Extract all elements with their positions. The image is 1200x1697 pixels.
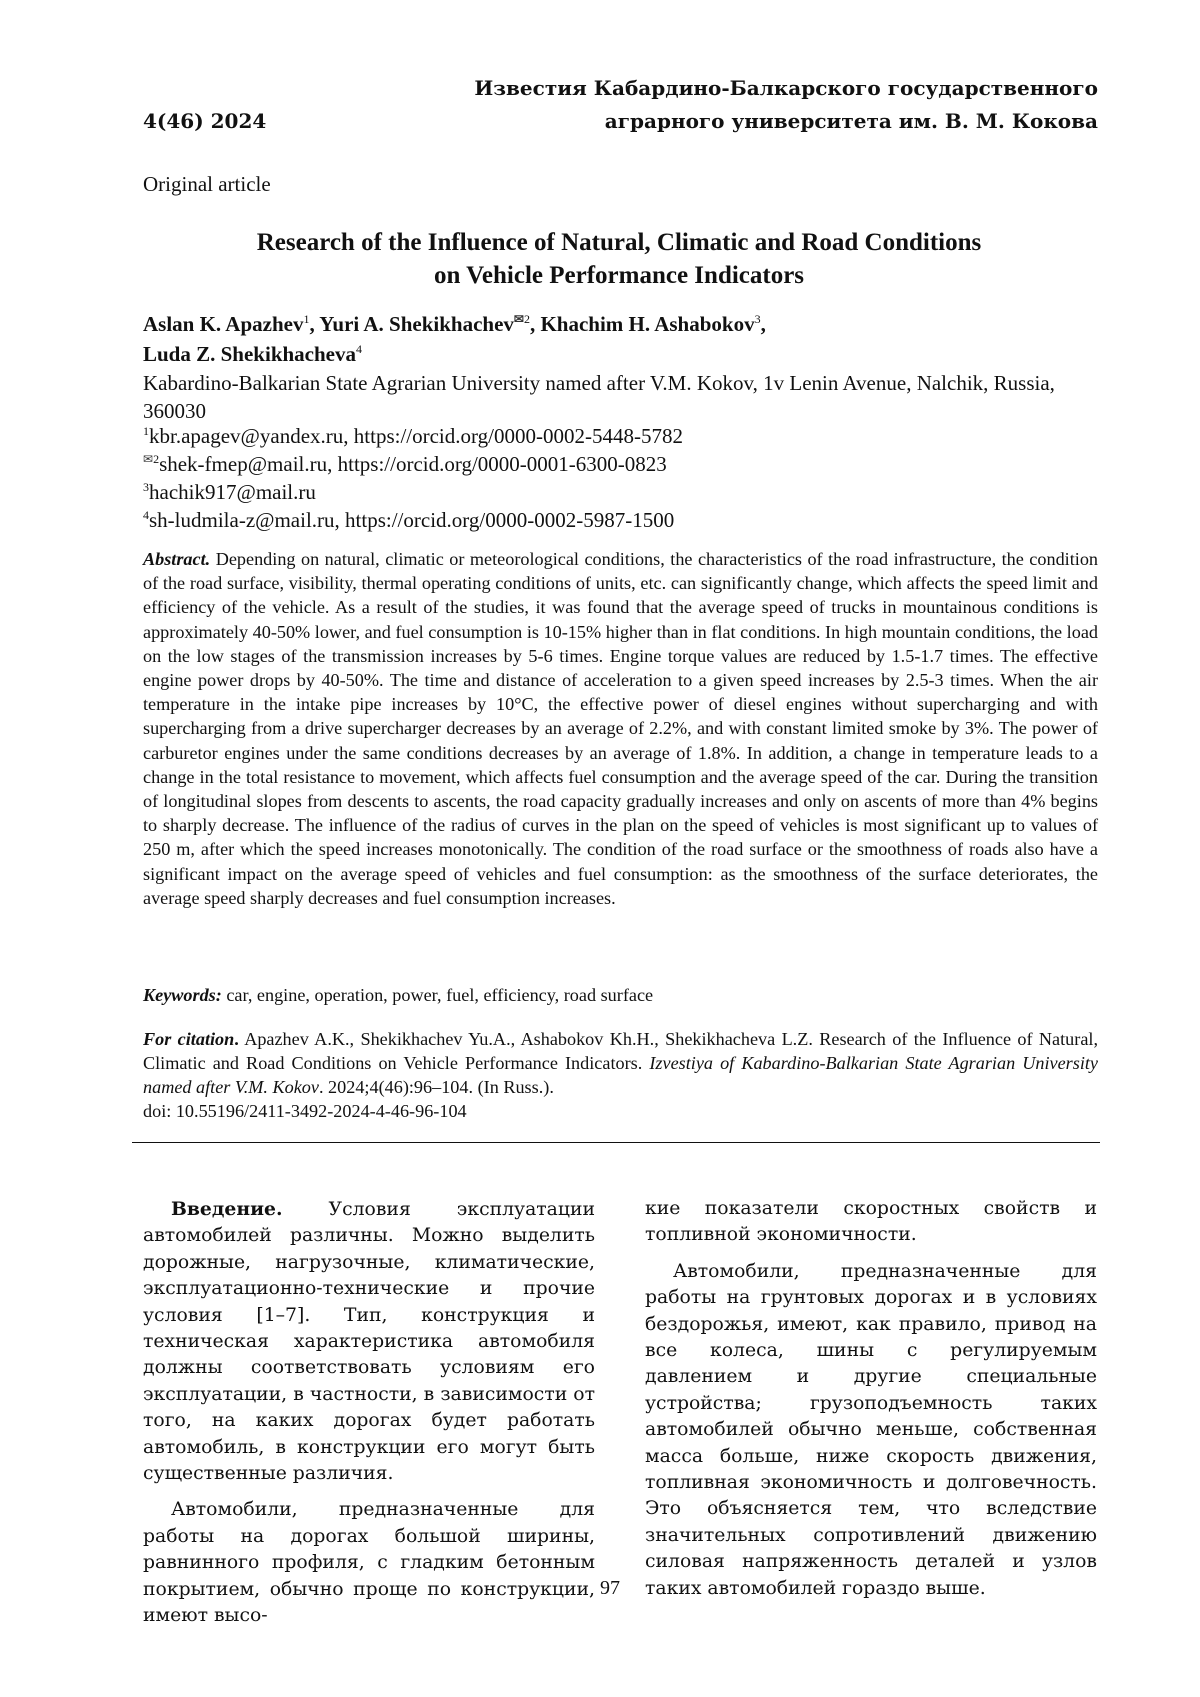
- author-contacts: [143, 422, 683, 534]
- contact-text[interactable]: kbr.apagev@yandex.ru, https://orcid.org/0000-0002-5448-5782: [149, 424, 683, 448]
- affiliation: Kabardino-Balkarian State Agrarian University named after V.M. Kokov, 1v Lenin Avenue, Nalchik, Russia, 360030: [143, 371, 1055, 423]
- citation-details: . 2024;4(46):96–104. (In Russ.).: [318, 1077, 554, 1097]
- body-paragraph-continued: кие показатели скоростных свойств и топливной экономичности.: [645, 1198, 1097, 1246]
- page-number: 97: [600, 1577, 620, 1599]
- abstract: [143, 547, 1098, 910]
- intro-paragraph: [143, 1196, 595, 1487]
- author-separator: ,: [529, 312, 541, 336]
- contact-text[interactable]: sh-ludmila-z@mail.ru, https://orcid.org/0000-0002-5987-1500: [149, 508, 675, 532]
- body-paragraph: Автомобили, предназначенные для работы на грунтовых дорогах и в условиях бездорожья, имеют, как правило, привод на все колеса, шины с регулируемым давлением и другие специальные устройства; грузоподъемность таких автомобилей обычно меньше, собственная масса больше, ниже скорость движения, топливная экономичность и долговечность. Это объясняется тем, что вследствие значительных сопротивлений движению силовая напряженность деталей и узлов таких автомобилей гораздо выше.: [645, 1260, 1097, 1599]
- citation-label: For citation: [143, 1029, 235, 1049]
- citation-doi[interactable]: doi: 10.55196/2411-3492-2024-4-46-96-104: [143, 1101, 467, 1121]
- issue-number: 4(46) 2024: [143, 109, 267, 133]
- keywords-label: Keywords:: [143, 985, 222, 1005]
- journal-name-line1: Известия Кабардино-Балкарского государственного: [474, 76, 1098, 100]
- section-divider: [132, 1142, 1100, 1143]
- author-list: [143, 309, 1098, 369]
- body-column-left: [143, 1196, 595, 1640]
- article-title: [143, 226, 1095, 292]
- contact-text[interactable]: hachik917@mail.ru: [149, 480, 316, 504]
- contact-line: [143, 478, 683, 506]
- author-name: Aslan K. Apazhev: [143, 312, 304, 336]
- contact-text[interactable]: shek-fmep@mail.ru, https://orcid.org/0000-0001-6300-0823: [159, 452, 667, 476]
- intro-label: Введение.: [171, 1198, 283, 1220]
- author-separator: ,: [309, 312, 320, 336]
- envelope-icon: ✉: [143, 452, 154, 466]
- author-name: Luda Z. Shekikhacheva: [143, 342, 356, 366]
- author-name: Yuri A. Shekikhachev: [319, 312, 514, 336]
- body-column-right: [645, 1196, 1097, 1612]
- citation-journal: Izvestiya of Kabardino-Balkarian State Agrarian University named after V.M. Kokov: [143, 1053, 1099, 1097]
- author-affiliation-mark: 1: [303, 312, 310, 326]
- contact-line: [143, 422, 683, 450]
- intro-text: Условия эксплуатации автомобилей различны. Можно выделить дорожные, нагрузочные, климатические, эксплуатационно-технические и прочие условия [1–7]. Тип, конструкция и техническая характеристика автомобиля должны соответствовать условиям его эксплуатации, в частности, в зависимости от того, на каких дорогах будет работать автомобиль, в конструкции его могут быть существенные различия.: [143, 1199, 595, 1485]
- contact-line: [143, 506, 683, 534]
- author-affiliation-mark: 3: [754, 312, 761, 326]
- author-affiliation-mark: 2: [523, 312, 530, 326]
- article-type: Original article: [143, 172, 271, 196]
- journal-name: [420, 72, 1098, 138]
- abstract-text: Depending on natural, climatic or meteorological conditions, the characteristics of the road infrastructure, the condition of the road surface, visibility, thermal operating conditions of units, etc. can significantly change, which affects the speed limit and efficiency of the vehicle. As a result of the studies, it was found that the average speed of trucks in mountainous conditions is approximately 40-50% lower, and fuel consumption is 10-15% higher than in flat conditions. In high mountain conditions, the load on the low stages of the transmission increases by 5-6 times. Engine torque values are reduced by 1.5-1.7 times. The effective engine power drops by 40-50%. The time and distance of acceleration to a given speed increases by 2.5-3 times. When the air temperature in the intake pipe increases by 10°C, the effective power of diesel engines without supercharging and with supercharging from a drive supercharger decreases by an average of 2.2%, and with constant limited smoke by 3%. The power of carburetor engines under the same conditions decreases by an average of 1.8%. In addition, a change in temperature leads to a change in the total resistance to movement, which affects fuel consumption and the average speed of the car. During the transition of longitudinal slopes from descents to ascents, the road capacity gradually increases and only on ascents of more than 4% begins to sharply decrease. The influence of the radius of curves in the plan on the speed of vehicles is most significant up to values of 250 m, after which the speed increases monotonically. The condition of the road surface or the smoothness of roads also have a significant impact on the average speed of vehicles and fuel consumption: as the smoothness of the surface deteriorates, the average speed sharply decreases and fuel consumption increases.: [143, 549, 1099, 908]
- author-separator: ,: [760, 312, 766, 336]
- contact-mark: 4: [143, 508, 149, 522]
- envelope-icon: ✉: [513, 312, 524, 326]
- body-paragraph: Автомобили, предназначенные для работы на дорогах большой ширины, равнинного профиля, с гладким бетонным покрытием, обычно проще по конструкции, имеют высо-: [143, 1499, 595, 1627]
- contact-mark: 2: [153, 452, 160, 466]
- article-title-line1: Research of the Influence of Natural, Climatic and Road Conditions: [256, 229, 982, 256]
- citation: [143, 1027, 1098, 1123]
- abstract-label: Abstract.: [143, 549, 211, 569]
- contact-line: [143, 450, 683, 478]
- contact-mark: 3: [143, 480, 149, 494]
- citation-text: Apazhev A.K., Shekikhachev Yu.A., Ashabokov Kh.H., Shekikhacheva L.Z. Research of the Influence of Natural, Climatic and Road Conditions on Vehicle Performance Indicators.: [143, 1029, 1099, 1073]
- keywords: [143, 983, 1098, 1007]
- journal-name-line2: аграрного университета им. В. М. Кокова: [604, 109, 1098, 133]
- article-title-line2: on Vehicle Performance Indicators: [433, 262, 805, 289]
- citation-label-dot: .: [234, 1029, 239, 1049]
- author-affiliation-mark: 4: [356, 342, 362, 356]
- author-name: Khachim H. Ashabokov: [540, 312, 755, 336]
- keywords-text: car, engine, operation, power, fuel, efficiency, road surface: [226, 985, 654, 1005]
- contact-mark: 1: [143, 424, 149, 438]
